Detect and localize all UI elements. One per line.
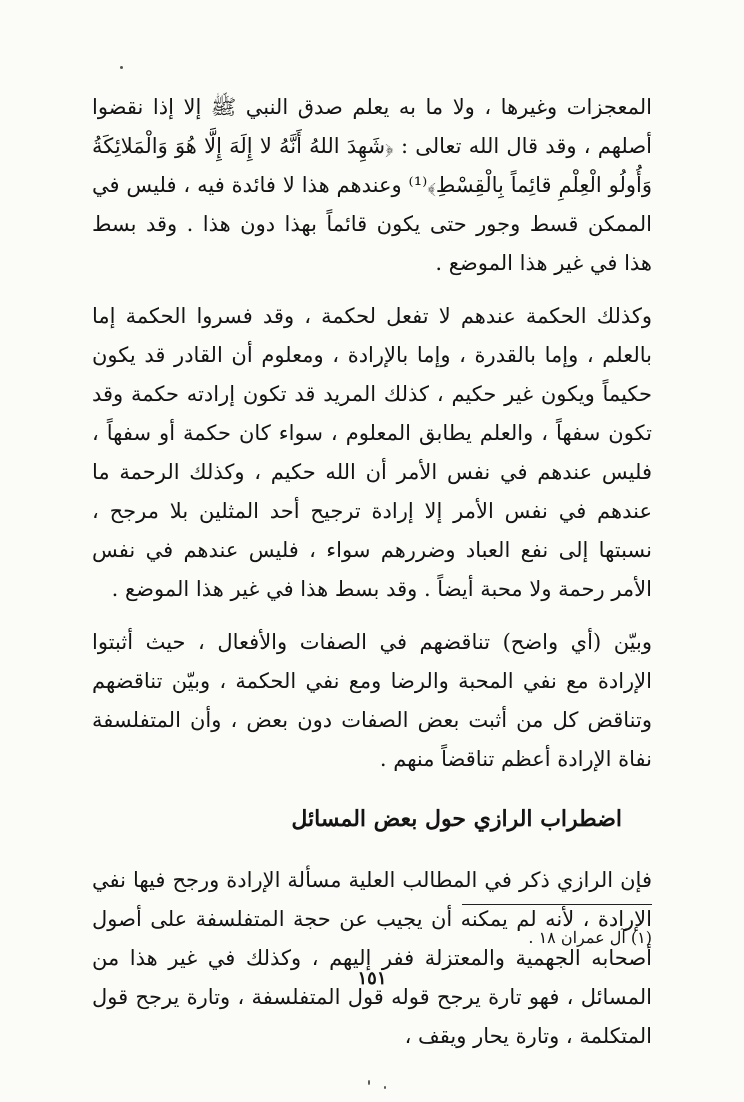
page-body	[92, 88, 652, 1056]
paragraph-razi: فإن الرازي ذكر في المطالب العلية مسألة الإرادة ورجح فيها نفي الإرادة ، لأنه لم يمكنه أن يجيب عن حجة المتفلسفة على أصول أصحابه الجهمية والمعتزلة ففر إليهم ، وكذلك في غير هذا من المسائل ، فهو تارة يرجح قوله قول المتفلسفة ، وتارة يرجح قول المتكلمة ، وتارة يحار ويقف ،	[92, 868, 652, 1048]
scan-speck	[368, 1080, 370, 1085]
footnote: (١) آل عمران ١٨ .	[528, 928, 652, 947]
paragraph-miracles: المعجزات وغيرها ، ولا ما به يعلم صدق النبي ﷺ إلا إذا نقضوا أصلهم ، وقد قال الله تعالى : ﴿شَهِدَ اللهُ أَنَّهُ لا إِلَهَ إِلَّا هُوَ وَالْمَلائِكَةُ وَأُولُو الْعِلْمِ قائِماً بِالْقِسْطِ﴾⁽¹⁾ وعندهم هذا لا فائدة فيه ، فليس في الممكن قسط وجور حتى يكون قائماً بهذا دون هذا . وقد بسط هذا في غير هذا الموضع .	[92, 95, 652, 275]
section-heading: اضطراب الرازي حول بعض المسائل	[291, 806, 622, 832]
footnote-divider	[462, 904, 652, 905]
page-number: ١٥١	[357, 968, 387, 989]
scan-speck	[384, 1086, 386, 1089]
paragraph-wisdom: وكذلك الحكمة عندهم لا تفعل لحكمة ، وقد فسروا الحكمة إما بالعلم ، وإما بالقدرة ، وإما بالإرادة ، ومعلوم أن القادر قد يكون حكيماً ويكون غير حكيم ، كذلك المريد قد تكون إرادته حكمة وقد تكون سفهاً ، والعلم يطابق المعلوم ، سواء كان حكمة أو سفهاً ، فليس عندهم في نفس الأمر أن الله حكيم ، وكذلك الرحمة ما عندهم في نفس الأمر إلا إرادة ترجيح أحد المثلين بلا مرجح ، نسبتها إلى نفع العباد وضررهم سواء ، فليس عندهم في نفس الأمر رحمة ولا محبة أيضاً . وقد بسط هذا في غير هذا الموضع .	[92, 304, 652, 601]
paragraph-contradictions: وبيّن (أي واضح) تناقضهم في الصفات والأفعال ، حيث أثبتوا الإرادة مع نفي المحبة والرضا ومع نفي الحكمة ، وبيّن تناقضهم وتناقض كل من أثبت بعض الصفات دون بعض ، وأن المتفلسفة نفاة الإرادة أعظم تناقضاً منهم .	[92, 630, 652, 771]
scan-speck	[120, 66, 123, 69]
